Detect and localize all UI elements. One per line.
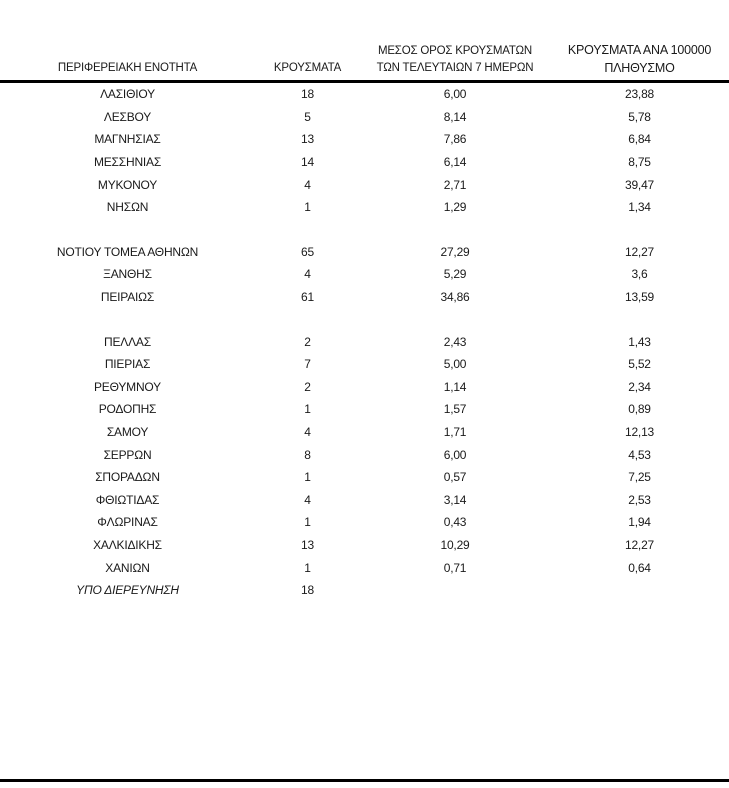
table-row [0, 421, 729, 444]
per100k-cell: 5,52 [628, 357, 651, 372]
region-cell: ΜΑΓΝΗΣΙΑΣ [94, 132, 161, 147]
per100k-cell: 0,64 [628, 560, 651, 575]
region-cell: ΥΠΟ ΔΙΕΡΕΥΝΗΣΗ [76, 583, 179, 598]
per100k-cell: 1,34 [628, 200, 651, 215]
avg7-cell: 5,00 [443, 357, 467, 372]
table-row [0, 443, 729, 466]
region-cell: ΠΙΕΡΙΑΣ [104, 357, 151, 372]
per100k-cell: 4,53 [628, 447, 651, 462]
avg7-cell: 6,00 [443, 87, 467, 102]
cases-cell: 61 [301, 290, 314, 305]
region-cell: ΝΟΤΙΟΥ ΤΟΜΕΑ ΑΘΗΝΩΝ [56, 244, 199, 259]
cases-cell: 2 [304, 334, 311, 349]
per100k-cell: 2,53 [628, 492, 651, 507]
region-cell: ΛΑΣΙΘΙΟΥ [100, 87, 155, 102]
table-row [0, 173, 729, 196]
col-header-avg7 [360, 0, 550, 82]
region-cell: ΧΑΛΚΙΔΙΚΗΣ [93, 537, 162, 552]
per100k-cell: 12,27 [624, 537, 655, 552]
region-cell: ΜΕΣΣΗΝΙΑΣ [93, 155, 162, 170]
avg7-cell: 34,86 [440, 290, 470, 305]
per100k-cell: 1,94 [628, 515, 651, 530]
avg7-cell: 3,14 [443, 492, 467, 507]
cases-cell: 1 [304, 560, 311, 575]
bottom-rule [0, 779, 729, 782]
per100k-cell: 39,47 [624, 177, 655, 192]
per100k-cell [550, 579, 729, 602]
per100k-cell: 2,34 [628, 379, 651, 394]
table-row [0, 579, 729, 602]
per100k-cell: 0,89 [628, 402, 651, 417]
table-row [0, 398, 729, 421]
table-row [0, 82, 729, 106]
region-cell: ΦΛΩΡΙΝΑΣ [97, 515, 158, 530]
cases-cell: 65 [301, 244, 314, 259]
region-cell: ΡΕΘΥΜΝΟΥ [94, 379, 161, 394]
avg7-cell: 27,29 [440, 244, 470, 259]
cases-cell: 1 [304, 515, 311, 530]
col-header-cases-label: ΚΡΟΥΣΜΑΤΑ [273, 62, 342, 74]
col-header-cases [255, 0, 360, 82]
avg7-cell: 5,29 [443, 267, 467, 282]
per100k-cell: 12,27 [624, 244, 655, 259]
col-header-per100k [550, 0, 729, 82]
avg7-cell: 1,71 [443, 425, 467, 440]
avg7-cell: 0,71 [443, 560, 467, 575]
region-cell: ΧΑΝΙΩΝ [105, 560, 150, 575]
table-row [0, 106, 729, 129]
table-row [0, 286, 729, 309]
cases-cell: 13 [301, 132, 314, 147]
cases-cell: 2 [304, 379, 311, 394]
table-row [0, 489, 729, 512]
per100k-cell: 3,6 [631, 267, 648, 282]
group-spacer-cell [0, 308, 729, 330]
cases-cell: 7 [304, 357, 311, 372]
avg7-cell: 6,00 [443, 447, 467, 462]
region-cell: ΣΕΡΡΩΝ [103, 447, 152, 462]
avg7-cell: 1,29 [443, 200, 467, 215]
cases-cell: 1 [304, 200, 311, 215]
per100k-cell: 7,25 [628, 470, 651, 485]
table-row [0, 151, 729, 174]
col-header-per100k-line1: ΚΡΟΥΣΜΑΤΑ ΑΝΑ 100000 [567, 43, 712, 57]
avg7-cell: 2,71 [443, 177, 467, 192]
region-cell: ΝΗΣΩΝ [106, 200, 149, 215]
per100k-cell: 6,84 [628, 132, 651, 147]
table-header-row [0, 0, 729, 82]
avg7-cell: 0,57 [443, 470, 467, 485]
table-row [0, 353, 729, 376]
cases-cell: 4 [304, 177, 311, 192]
avg7-cell: 10,29 [440, 537, 470, 552]
table-row [0, 376, 729, 399]
table-row [0, 196, 729, 219]
group-spacer-row [0, 219, 729, 241]
avg7-cell: 2,43 [443, 334, 467, 349]
group-spacer-row [0, 308, 729, 330]
cases-cell: 1 [304, 470, 311, 485]
region-cell: ΠΕΙΡΑΙΩΣ [100, 290, 155, 305]
per100k-cell: 1,43 [628, 334, 651, 349]
table-row [0, 330, 729, 353]
col-header-region-label: ΠΕΡΙΦΕΡΕΙΑΚΗ ΕΝΟΤΗΤΑ [57, 62, 198, 74]
region-cell: ΞΑΝΘΗΣ [103, 267, 152, 282]
per100k-cell: 13,59 [624, 290, 655, 305]
cases-cell: 8 [304, 447, 311, 462]
region-cell: ΜΥΚΟΝΟΥ [97, 177, 158, 192]
col-header-avg7-line1: ΜΕΣΟΣ ΟΡΟΣ ΚΡΟΥΣΜΑΤΩΝ [377, 45, 533, 57]
avg7-cell: 1,57 [443, 402, 467, 417]
per100k-cell: 12,13 [624, 425, 655, 440]
per100k-cell: 8,75 [628, 155, 651, 170]
per100k-cell: 23,88 [624, 87, 655, 102]
avg7-cell: 8,14 [443, 109, 467, 124]
table-row [0, 556, 729, 579]
cases-cell: 18 [301, 87, 314, 102]
col-header-avg7-line2: ΤΩΝ ΤΕΛΕΥΤΑΙΩΝ 7 ΗΜΕΡΩΝ [376, 62, 534, 74]
cases-cell: 14 [301, 155, 314, 170]
region-cell: ΣΑΜΟΥ [106, 425, 149, 440]
per100k-cell: 5,78 [628, 109, 651, 124]
cases-cell: 18 [301, 583, 314, 598]
table-row [0, 263, 729, 286]
table-row [0, 128, 729, 151]
avg7-cell [360, 579, 550, 602]
avg7-cell: 6,14 [443, 155, 467, 170]
cases-cell: 4 [304, 267, 311, 282]
cases-cell: 13 [301, 537, 314, 552]
avg7-cell: 0,43 [443, 515, 467, 530]
col-header-per100k-line2: ΠΛΗΘΥΣΜΟ [604, 61, 675, 75]
group-spacer-cell [0, 219, 729, 241]
region-cell: ΠΕΛΛΑΣ [104, 334, 151, 349]
cases-cell: 4 [304, 492, 311, 507]
avg7-cell: 7,86 [443, 132, 467, 147]
table-row [0, 511, 729, 534]
col-header-region [0, 0, 255, 82]
region-cell: ΦΘΙΩΤΙΔΑΣ [95, 492, 160, 507]
region-cell: ΣΠΟΡΑΔΩΝ [95, 470, 160, 485]
table-row [0, 534, 729, 557]
table-row [0, 241, 729, 264]
avg7-cell: 1,14 [443, 379, 467, 394]
region-cell: ΛΕΣΒΟΥ [103, 109, 152, 124]
cases-cell: 5 [304, 109, 311, 124]
region-cell: ΡΟΔΟΠΗΣ [98, 402, 157, 417]
table-row [0, 466, 729, 489]
cases-cell: 4 [304, 425, 311, 440]
cases-cell: 1 [304, 402, 311, 417]
